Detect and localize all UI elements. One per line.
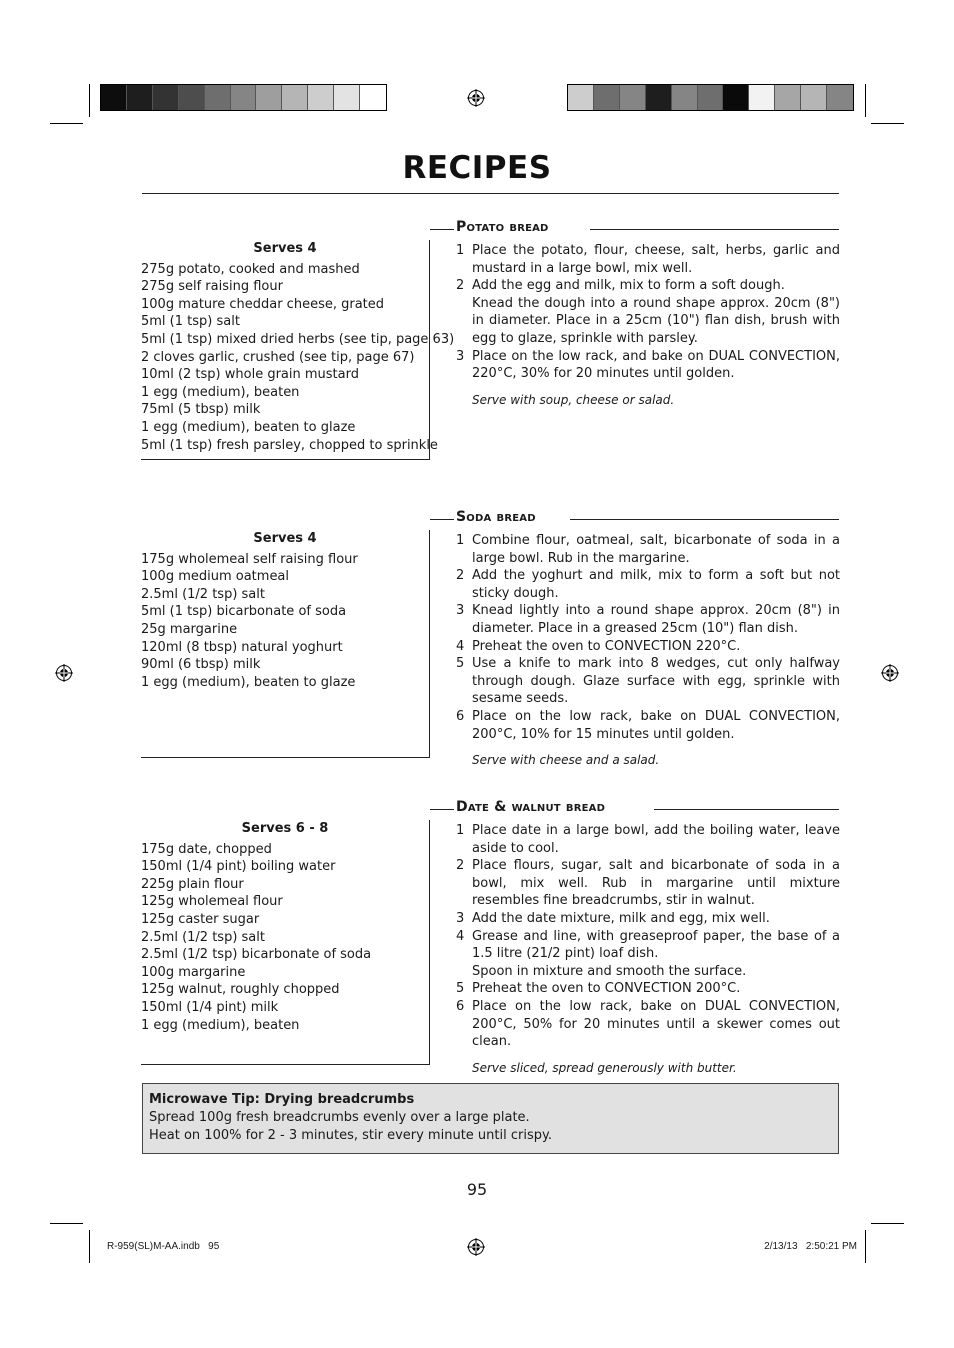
tip-line: Spread 100g fresh breadcrumbs evenly over a large plate. [149, 1110, 530, 1125]
color-swatch [749, 85, 775, 110]
serving-suggestion: Serve sliced, spread generously with butter. [472, 1060, 737, 1075]
step-number: 6 [456, 708, 465, 724]
color-swatch [101, 85, 127, 110]
color-swatch [620, 85, 646, 110]
step-text: Place date in a large bowl, add the boiling water, leave aside to cool. [472, 823, 840, 856]
page-title: RECIPES [402, 150, 552, 186]
ingredient-item: 100g medium oatmeal [141, 569, 290, 585]
tip-line: Heat on 100% for 2 - 3 minutes, stir every minute until crispy. [149, 1128, 552, 1143]
footer-file: R-959(SL)M-AA.indb 95 [107, 1241, 220, 1252]
step-text: Add the yoghurt and milk, mix to form a soft but not sticky dough. [472, 568, 840, 601]
ingredient-item: 2 cloves garlic, crushed (see tip, page 67) [141, 349, 415, 365]
crop-mark [89, 1230, 90, 1263]
color-swatch [568, 85, 594, 110]
step-text: Knead the dough into a round shape approx. 20cm (8") in diameter. Place in a 25cm (10") flan dish, brush with egg to glaze, sprinkle with parsley. [472, 295, 840, 346]
method-step [456, 348, 840, 383]
ingredient-item: 5ml (1 tsp) mixed dried herbs (see tip, page 63) [141, 331, 455, 347]
step-text: Add the egg and milk, mix to form a soft dough. [472, 278, 785, 294]
page-number: 95 [466, 1180, 488, 1199]
registration-mark-icon [55, 664, 73, 682]
ingredient-item: 125g walnut, roughly chopped [141, 982, 340, 998]
crop-mark [50, 1223, 83, 1224]
ingredient-list [141, 841, 429, 1035]
ingredient-item: 1 egg (medium), beaten [141, 1017, 300, 1033]
step-number: 1 [456, 823, 465, 838]
step-text: Place the potato, flour, cheese, salt, herbs, garlic and mustard in a large bowl, mix well. [472, 243, 840, 276]
ingredient-item: 5ml (1 tsp) salt [141, 314, 240, 330]
color-swatch [360, 85, 386, 110]
color-swatch [127, 85, 153, 110]
crop-mark [50, 123, 83, 124]
color-swatch [231, 85, 257, 110]
method-step [456, 602, 840, 637]
method-step [456, 295, 840, 348]
ingredient-item: 150ml (1/4 pint) milk [141, 999, 279, 1015]
ingredient-item: 1 egg (medium), beaten to glaze [141, 674, 356, 690]
ingredient-item: 225g plain flour [141, 876, 244, 892]
ingredient-item: 75ml (5 tbsp) milk [141, 402, 261, 418]
ingredient-item: 100g mature cheddar cheese, grated [141, 296, 385, 312]
color-swatch [594, 85, 620, 110]
step-number [456, 295, 472, 348]
color-swatch [153, 85, 179, 110]
ingredient-item: 175g wholemeal self raising flour [141, 551, 358, 567]
step-number: 2 [456, 858, 465, 874]
step-number: 2 [456, 278, 465, 294]
method-steps [456, 532, 840, 743]
color-swatch [775, 85, 801, 110]
ingredient-item: 5ml (1 tsp) bicarbonate of soda [141, 604, 347, 620]
color-swatch [698, 85, 724, 110]
ingredient-item: 2.5ml (1/2 tsp) salt [141, 929, 265, 945]
registration-mark-icon [881, 664, 899, 682]
step-number: 5 [456, 656, 465, 672]
method-step [456, 532, 840, 567]
method-step [456, 567, 840, 602]
step-text: Place on the low rack, bake on DUAL CONVECTION, 200°C, 50% for 20 minutes until a skewer comes out clean. [472, 998, 840, 1050]
step-number: 5 [456, 981, 465, 997]
step-number [456, 963, 472, 981]
serves-label: Serves 4 [253, 531, 317, 546]
serving-suggestion: Serve with cheese and a salad. [472, 753, 660, 768]
color-swatch [801, 85, 827, 110]
ingredient-item: 1 egg (medium), beaten [141, 384, 300, 400]
ingredients-panel [141, 240, 455, 460]
registration-mark-icon [467, 1238, 485, 1256]
method-step [456, 242, 840, 277]
recipe-heading [430, 219, 839, 239]
method-step [456, 655, 840, 708]
color-bar-left [100, 84, 387, 111]
step-number: 4 [456, 638, 465, 654]
step-text: Preheat the oven to CONVECTION 200°C. [472, 981, 741, 997]
step-text: Place on the low rack, bake on DUAL CONVECTION, 200°C, 10% for 15 minutes until golden. [472, 708, 840, 742]
method-step [456, 708, 840, 743]
method-panel [456, 242, 840, 409]
ingredient-item: 5ml (1 tsp) fresh parsley, chopped to sprinkle [141, 437, 438, 453]
crop-mark [871, 1223, 904, 1224]
ingredient-item: 2.5ml (1/2 tsp) salt [141, 586, 265, 602]
title-divider [142, 193, 839, 194]
serves-label: Serves 6 - 8 [241, 821, 329, 836]
color-swatch [672, 85, 698, 110]
step-number: 3 [456, 348, 465, 364]
crop-mark [865, 84, 866, 117]
ingredients-panel [141, 820, 430, 1065]
step-text: Add the date mixture, milk and egg, mix well. [472, 910, 770, 926]
ingredient-item: 175g date, chopped [141, 841, 272, 857]
method-step [456, 277, 840, 295]
color-swatch [827, 85, 853, 110]
recipe-heading [430, 509, 839, 529]
method-step [456, 998, 840, 1051]
ingredients-panel [141, 530, 430, 758]
color-swatch [646, 85, 672, 110]
color-swatch [256, 85, 282, 110]
ingredient-list [141, 551, 429, 692]
recipe-name: Soda bread [456, 509, 542, 525]
ingredient-item: 2.5ml (1/2 tsp) bicarbonate of soda [141, 947, 372, 963]
method-step [456, 822, 840, 857]
method-step [456, 638, 840, 656]
ingredient-item: 150ml (1/4 pint) boiling water [141, 859, 336, 875]
ingredient-item: 90ml (6 tbsp) milk [141, 657, 261, 673]
step-number: 1 [456, 243, 465, 258]
microwave-tip-box [142, 1083, 839, 1154]
step-number: 3 [456, 910, 465, 926]
ingredient-item: 25g margarine [141, 621, 238, 637]
color-bar-right [567, 84, 854, 111]
registration-mark-icon [467, 89, 485, 107]
step-text: Preheat the oven to CONVECTION 220°C. [472, 638, 741, 654]
step-text: Use a knife to mark into 8 wedges, cut only halfway through dough. Glaze surface with egg, sprinkle with sesame seeds. [472, 656, 840, 707]
recipe-name: Potato bread [456, 219, 555, 235]
ingredient-item: 125g caster sugar [141, 911, 260, 927]
serving-suggestion: Serve with soup, cheese or salad. [472, 392, 675, 407]
serves-label: Serves 4 [253, 241, 317, 256]
color-swatch [334, 85, 360, 110]
ingredient-item: 100g margarine [141, 964, 246, 980]
color-swatch [308, 85, 334, 110]
method-step [456, 963, 840, 981]
method-panel [456, 822, 840, 1077]
step-text: Knead lightly into a round shape approx. 20cm (8") in diameter. Place in a greased 25cm (10") flan dish. [472, 603, 840, 636]
ingredient-item: 120ml (8 tbsp) natural yoghurt [141, 639, 343, 655]
step-text: Place flours, sugar, salt and bicarbonate of soda in a bowl, mix well. Rub in margarine until mixture resembles fine breadcrumbs, stir in walnut. [472, 858, 840, 909]
method-step [456, 857, 840, 910]
method-panel [456, 532, 840, 770]
step-number: 3 [456, 603, 465, 619]
crop-mark [865, 1230, 866, 1263]
method-steps [456, 822, 840, 1051]
method-step [456, 928, 840, 963]
ingredient-item: 275g potato, cooked and mashed [141, 261, 360, 277]
footer-timestamp: 2/13/13 2:50:21 PM [764, 1241, 857, 1252]
ingredient-item: 125g wholemeal flour [141, 894, 283, 910]
ingredient-item: 275g self raising flour [141, 279, 283, 295]
color-swatch [205, 85, 231, 110]
method-steps [456, 242, 840, 383]
step-text: Spoon in mixture and smooth the surface. [472, 963, 747, 979]
color-swatch [723, 85, 749, 110]
color-swatch [179, 85, 205, 110]
recipe-name: Date & walnut bread [456, 799, 611, 815]
step-text: Grease and line, with greaseproof paper, the base of a 1.5 litre (21/2 pint) loaf dish. [472, 928, 840, 962]
step-text: Place on the low rack, and bake on DUAL CONVECTION, 220°C, 30% for 20 minutes until golden. [472, 348, 840, 382]
method-step [456, 910, 840, 928]
ingredient-item: 1 egg (medium), beaten to glaze [141, 419, 356, 435]
recipe-heading [430, 799, 839, 819]
ingredient-item: 10ml (2 tsp) whole grain mustard [141, 367, 359, 383]
step-number: 1 [456, 533, 465, 548]
step-text: Combine flour, oatmeal, salt, bicarbonate of soda in a large bowl. Rub in the margarine. [472, 533, 840, 566]
method-step [456, 980, 840, 998]
ingredient-list [141, 261, 455, 455]
step-number: 2 [456, 568, 465, 584]
crop-mark [89, 84, 90, 117]
color-swatch [282, 85, 308, 110]
crop-mark [871, 123, 904, 124]
tip-title: Microwave Tip: Drying breadcrumbs [149, 1092, 415, 1107]
step-number: 6 [456, 998, 465, 1014]
step-number: 4 [456, 928, 465, 944]
